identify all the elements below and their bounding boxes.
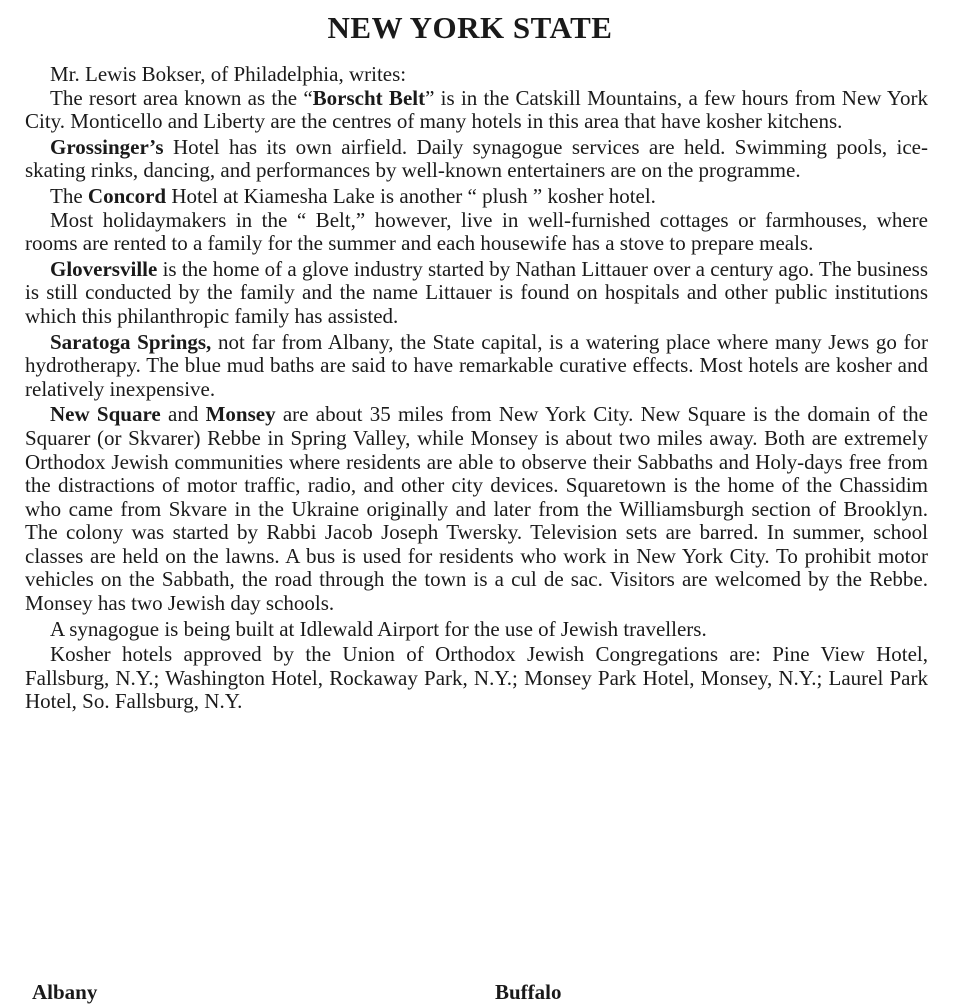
concord-term: Concord	[87, 183, 167, 208]
page-title: NEW YORK STATE	[327, 10, 613, 45]
grossinger-term: Grossinger’s	[50, 134, 164, 159]
saratoga-term: Saratoga Springs,	[50, 329, 212, 354]
buffalo-subheading: Buffalo	[495, 980, 562, 1004]
intro-paragraph: Mr. Lewis Bokser, of Philadelphia, writes:	[50, 62, 407, 86]
borscht-belt-paragraph: The resort area known as the “Borscht Belt” is in the Catskill Mountains, a few hours from New York City. Monticello and Liberty are the centres of many hotels in this area that have kosher kitchens.	[25, 85, 928, 134]
new-square-paragraph: New Square and Monsey are about 35 miles from New York City. New Square is the domain of the Squarer (or Skvarer) Rebbe in Spring Valley, while Monsey is about two miles away. Both are extremely Orthodox Jewish communities where residents are able to observe their Sabbaths and Holy-days free from the distractions of motor traffic, radio, and other city devices. Squaretown is the home of the Chassidim who came from Skvare in the Ukraine originally and later from the Williamsburgh section of Brooklyn. The colony was started by Rabbi Jacob Joseph Twersky. Television sets are barred. In summer, school classes are held on the lawns. A bus is used for residents who work in New York City. To prohibit motor vehicles on the Sabbath, the road through the town is a cul de sac. Visitors are welcomed by the Rebbe. Monsey has two Jewish day schools.	[25, 402, 928, 616]
borscht-belt-term: Borscht Belt	[312, 85, 426, 110]
idlewald-paragraph: A synagogue is being built at Idlewald Airport for the use of Jewish travellers.	[50, 616, 707, 641]
new-square-term: New Square	[50, 402, 161, 427]
gloversville-paragraph: Gloversville is the home of a glove industry started by Nathan Littauer over a century ago. The business is still conducted by the family and the name Littauer is found on hospitals and other public institutions which this philanthropic family has assisted.	[25, 256, 928, 328]
belt-paragraph: Most holidaymakers in the “ Belt,” however, live in well-furnished cottages or farmhouses, where rooms are rented to a family for the summer and each housewife has a stove to prepare meals.	[25, 207, 928, 256]
monsey-term: Monsey	[205, 402, 276, 427]
albany-subheading: Albany	[32, 980, 98, 1004]
article-body	[25, 63, 928, 714]
gloversville-term: Gloversville	[50, 256, 158, 281]
saratoga-paragraph: Saratoga Springs, not far from Albany, the State capital, is a watering place where many Jews go for hydrotherapy. The blue mud baths are said to have remarkable curative effects. Most hotels are kosher and relatively inexpensive.	[25, 329, 928, 401]
grossinger-paragraph: Grossinger’s Hotel has its own airfield. Daily synagogue services are held. Swimming pools, ice-skating rinks, dancing, and performances by well-known entertainers are on the programme.	[25, 134, 928, 183]
kosher-hotels-paragraph: Kosher hotels approved by the Union of Orthodox Jewish Congregations are: Pine View Hotel, Fallsburg, N.Y.; Washington Hotel, Rockaway Park, N.Y.; Monsey Park Hotel, Monsey, N.Y.; Laurel Park Hotel, So. Fallsburg, N.Y.	[25, 642, 928, 714]
concord-paragraph: The Concord Hotel at Kiamesha Lake is another “ plush ” kosher hotel.	[50, 183, 656, 208]
